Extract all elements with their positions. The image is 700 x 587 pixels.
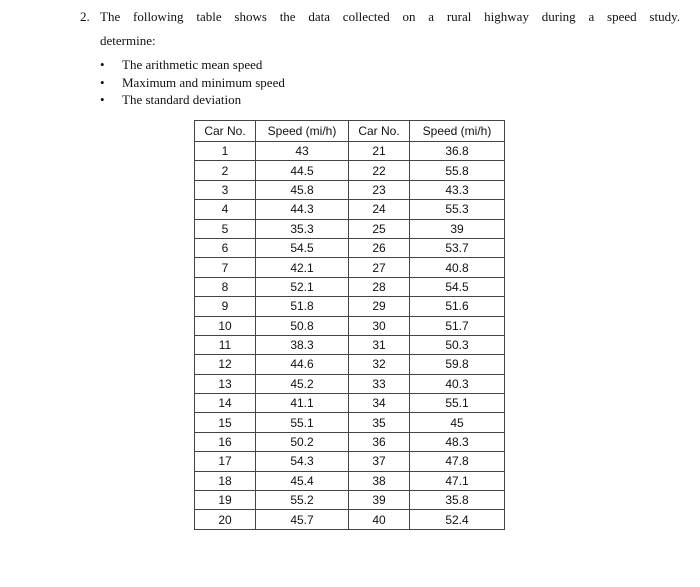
table-row [195,180,505,199]
table-cell: 42.1 [256,258,349,277]
table-row [195,394,505,413]
header-speed: Speed (mi/h) [256,121,349,142]
table-cell: 50.2 [256,432,349,451]
table-row [195,200,505,219]
table-row [195,335,505,354]
table-cell: 45.7 [256,510,349,529]
table-row [195,297,505,316]
table-cell: 53.7 [410,238,505,257]
table-cell: 11 [195,335,256,354]
problem-instruction: determine: [100,33,156,48]
table-cell: 15 [195,413,256,432]
table-row [195,238,505,257]
header-speed: Speed (mi/h) [410,121,505,142]
table-cell: 48.3 [410,432,505,451]
table-cell: 55.1 [256,413,349,432]
table-row [195,277,505,296]
table-cell: 25 [349,219,410,238]
table-cell: 35.8 [410,491,505,510]
table-cell: 45 [410,413,505,432]
table-cell: 50.3 [410,335,505,354]
table-cell: 8 [195,277,256,296]
table-cell: 34 [349,394,410,413]
table-cell: 27 [349,258,410,277]
table-cell: 45.4 [256,471,349,490]
table-row [195,471,505,490]
table-cell: 35 [349,413,410,432]
table-row [195,432,505,451]
table-cell: 2 [195,161,256,180]
table-cell: 6 [195,238,256,257]
problem-statement [80,8,680,50]
header-car-no: Car No. [349,121,410,142]
table-row [195,452,505,471]
table-cell: 16 [195,432,256,451]
table-cell: 26 [349,238,410,257]
bullet-icon: • [100,92,105,107]
table-row [195,355,505,374]
table-cell: 52.4 [410,510,505,529]
table-cell: 1 [195,142,256,161]
bullet-icon: • [100,57,105,72]
table-cell: 50.8 [256,316,349,335]
table-cell: 21 [349,142,410,161]
table-row [195,316,505,335]
table-cell: 7 [195,258,256,277]
table-cell: 33 [349,374,410,393]
table-row [195,491,505,510]
table-row [195,258,505,277]
table-cell: 54.5 [410,277,505,296]
table-cell: 9 [195,297,256,316]
table-cell: 47.1 [410,471,505,490]
table-cell: 51.6 [410,297,505,316]
table-cell: 41.1 [256,394,349,413]
table-cell: 55.3 [410,200,505,219]
table-cell: 5 [195,219,256,238]
table-cell: 19 [195,491,256,510]
table-header-row [195,121,505,142]
table-cell: 30 [349,316,410,335]
bullet-icon: • [100,74,105,90]
problem-text: The following table shows the data collected on a rural highway during a speed study. [100,9,680,24]
table-cell: 40 [349,510,410,529]
table-cell: 44.5 [256,161,349,180]
task-label: The arithmetic mean speed [122,57,263,72]
task-item [100,56,285,74]
table-row [195,374,505,393]
table-cell: 31 [349,335,410,354]
table-cell: 44.3 [256,200,349,219]
problem-number: 2. [80,9,90,24]
table-cell: 39 [349,491,410,510]
table-cell: 13 [195,374,256,393]
table-cell: 47.8 [410,452,505,471]
table-cell: 23 [349,180,410,199]
table-cell: 45.2 [256,374,349,393]
task-label: Maximum and minimum speed [122,74,285,90]
speed-data-table [194,120,505,530]
table-row [195,510,505,529]
table-cell: 54.3 [256,452,349,471]
table-row [195,161,505,180]
table-cell: 10 [195,316,256,335]
table-row [195,142,505,161]
table-cell: 17 [195,452,256,471]
table-cell: 43.3 [410,180,505,199]
table-cell: 44.6 [256,355,349,374]
table-cell: 40.8 [410,258,505,277]
table-cell: 55.1 [410,394,505,413]
table-cell: 51.8 [256,297,349,316]
table-cell: 51.7 [410,316,505,335]
table-cell: 38 [349,471,410,490]
table-cell: 4 [195,200,256,219]
table-cell: 29 [349,297,410,316]
table-cell: 36.8 [410,142,505,161]
table-cell: 59.8 [410,355,505,374]
problem-line-1 [80,8,680,26]
table-cell: 3 [195,180,256,199]
header-car-no: Car No. [195,121,256,142]
table-row [195,413,505,432]
table-cell: 45.8 [256,180,349,199]
table-cell: 14 [195,394,256,413]
table-cell: 28 [349,277,410,296]
task-item [100,91,285,109]
table-cell: 38.3 [256,335,349,354]
task-list [100,56,285,109]
table-cell: 35.3 [256,219,349,238]
table-cell: 52.1 [256,277,349,296]
task-item [100,74,285,92]
table-cell: 36 [349,432,410,451]
table-row [195,219,505,238]
table-cell: 43 [256,142,349,161]
table-cell: 22 [349,161,410,180]
table-cell: 24 [349,200,410,219]
table-cell: 40.3 [410,374,505,393]
table-cell: 32 [349,355,410,374]
table-cell: 18 [195,471,256,490]
table-cell: 55.2 [256,491,349,510]
table-cell: 20 [195,510,256,529]
table-cell: 37 [349,452,410,471]
table-cell: 54.5 [256,238,349,257]
table-cell: 39 [410,219,505,238]
task-label: The standard deviation [122,92,242,107]
table-cell: 55.8 [410,161,505,180]
table-cell: 12 [195,355,256,374]
